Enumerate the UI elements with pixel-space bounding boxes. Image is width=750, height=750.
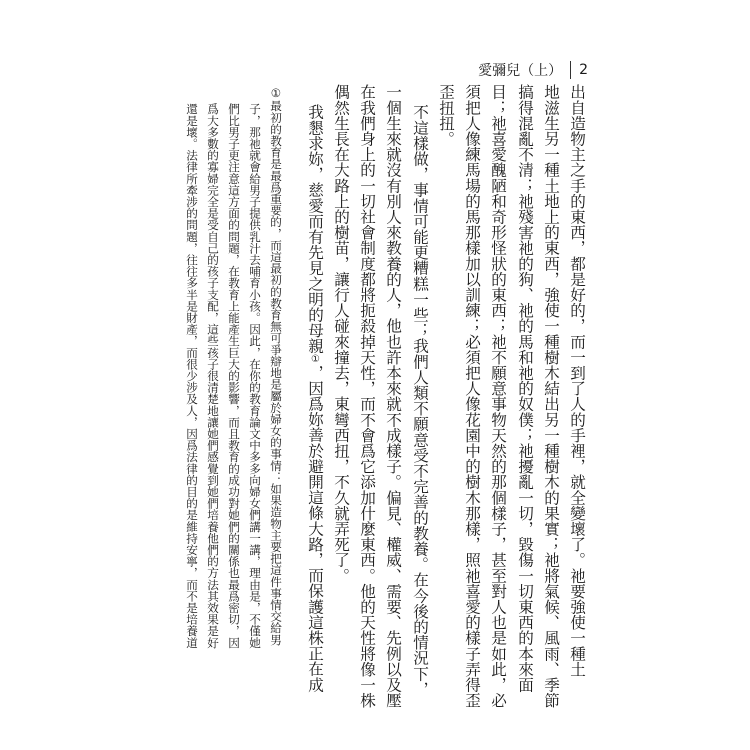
body-column-5: 須把人像練馬場的馬那樣加以訓練；必須把人像花園中的樹木那樣，照祂喜愛的樣子弄得歪 <box>463 84 481 708</box>
body-column-11-before: 我懇求妳，慈愛而有先見之明的母親 <box>306 104 324 354</box>
body-column-11-after: ，因爲妳善於避開這條大路，而保護這株正在成 <box>306 364 324 693</box>
body-column-3: 搞得混亂不清；祂殘害祂的狗、祂的馬和祂的奴僕；祂擾亂一切，毀傷一切東西的本來面 <box>516 84 534 693</box>
body-column-4: 目；祂喜愛醜陋和奇形怪狀的東西；祂不願意事物天然的那個樣子，甚至對人也是如此，必 <box>489 84 507 708</box>
footnote-column-1 <box>268 86 283 645</box>
header-divider <box>570 61 571 79</box>
page-number: 2 <box>579 62 588 78</box>
body-column-2: 地滋生另一種土地上的東西，強使一種樹木結出另一種樹木的果實；祂將氣候、風雨、季節 <box>542 84 560 708</box>
running-header <box>478 60 588 80</box>
body-column-9: 在我們身上的一切社會制度都將扼殺掉天性，而不會爲它添加什麼東西。他的天性將像一株 <box>358 84 376 708</box>
footnote-column-5: 還是壞。法律所牽涉的問題，往往多半是財產，而很少涉及人，因爲法律的目的是維持安寧，而不是培養道 <box>185 103 199 649</box>
body-column-7: 不這樣做，事情可能更糟糕一些；我們人類不願意受不完善的教養。在今後的情況下， <box>411 104 429 697</box>
footnote-text-1: 最初的教育是最爲重要的，而這最初的教育無可爭辯地是屬於婦女的事情：如果造物主要把這件事情交給男 <box>269 100 283 646</box>
body-column-10: 偶然生長在大路上的樹苗，讓行人碰來撞去，東彎西扭，不久就弄死了。 <box>332 84 350 584</box>
body-column-11 <box>305 104 325 692</box>
footnote-column-2: 子，那祂就會給男子提供乳汁去哺育小孩。因此，在你的教育論文中多多向婦女們講一講，理由是，不僅她 <box>248 103 262 649</box>
body-column-6: 歪扭扭。 <box>437 84 455 147</box>
footnote-marker: ① <box>269 86 283 100</box>
body-column-8: 一個生來就沒有別人來教養的人，他也許本來就不成樣子。偏見、權威、需要、先例以及壓 <box>384 84 402 708</box>
book-title: 愛彌兒（上） <box>478 63 563 79</box>
footnote-reference-marker: ① <box>310 353 321 365</box>
footnote-column-4: 爲大多數的寡婦完全是受自己的孩子支配，這些孩子很清楚地讓她們感覺到她們培養他們的方法其效果是好 <box>206 103 220 649</box>
footnote-column-3: 們比男子更注意這方面的問題，在教育上能產生巨大的影響，而且教育的成功對她們的關係也最爲密切，因 <box>227 103 241 649</box>
body-column-1: 出自造物主之手的東西，都是好的，而一到了人的手裡，就全變壞了。祂要強使一種土 <box>568 84 586 677</box>
